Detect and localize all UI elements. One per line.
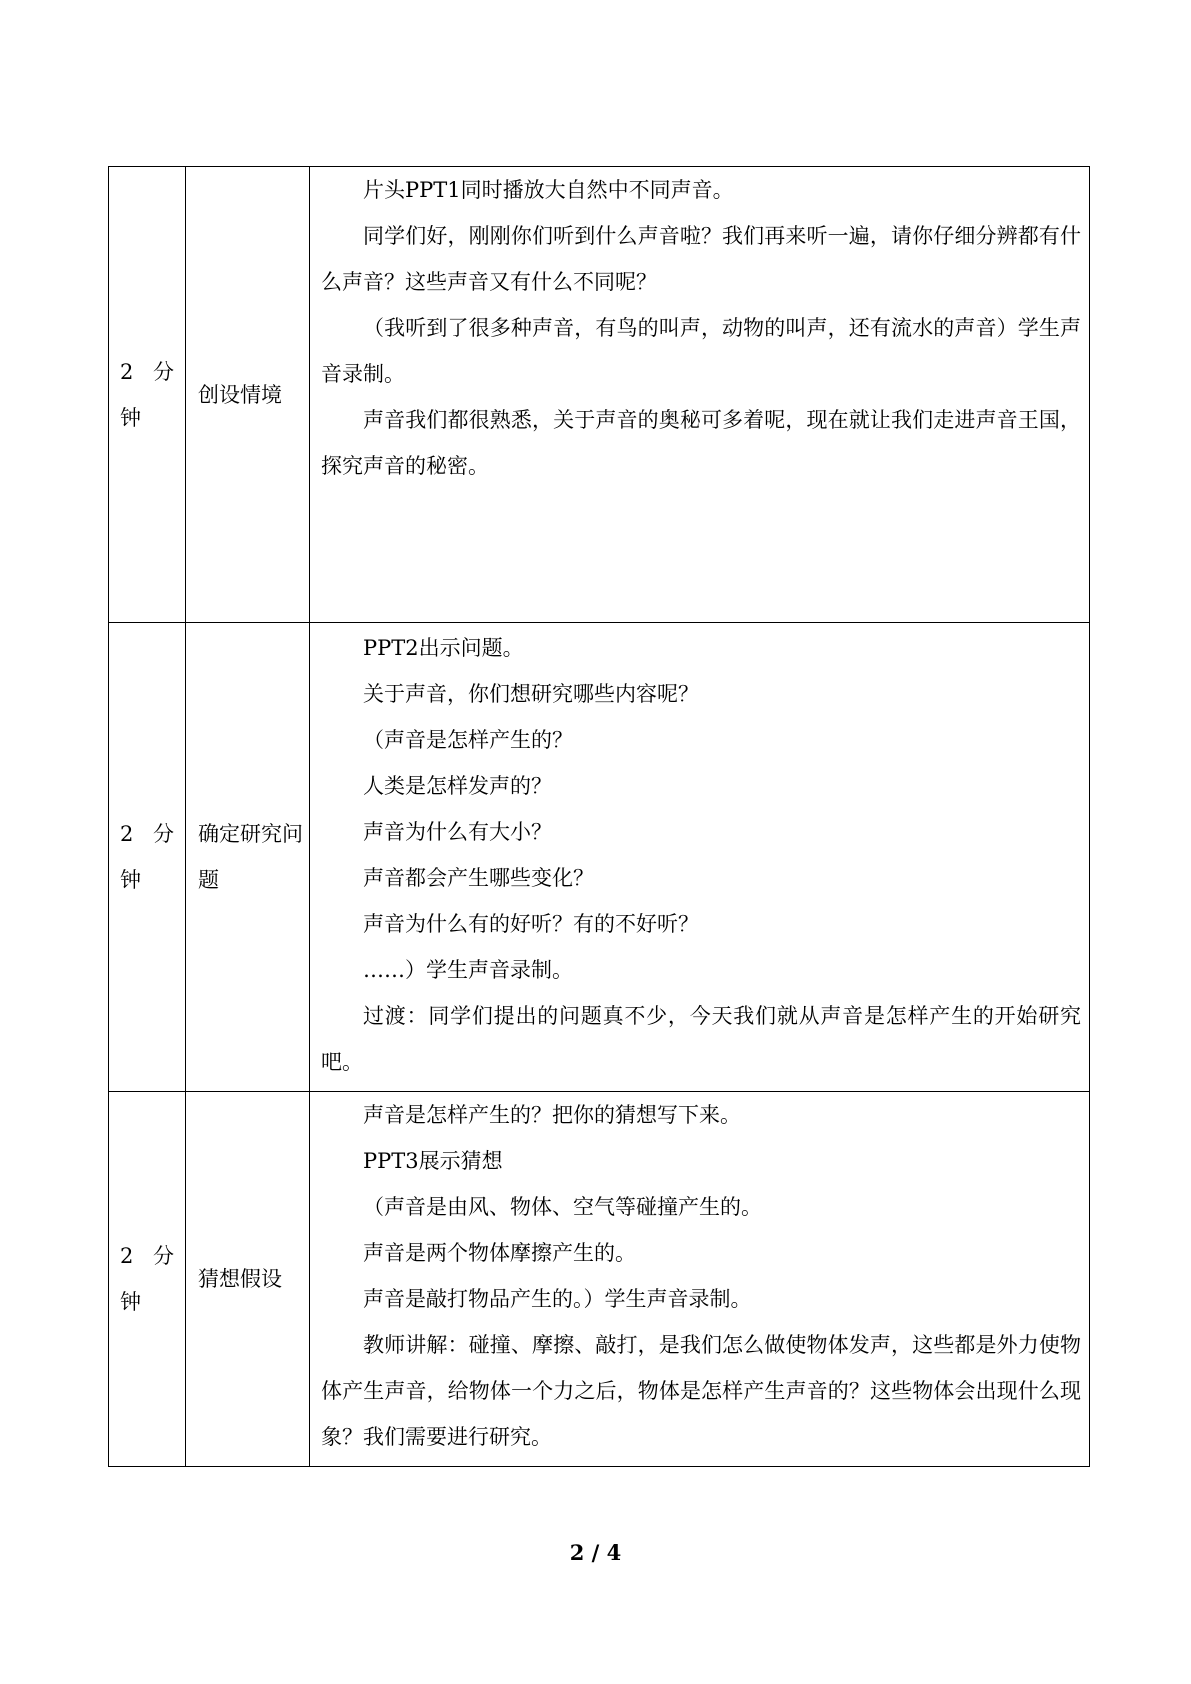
lesson-plan-table (108, 166, 1090, 1467)
content-paragraph: 声音为什么有大小？ (363, 820, 552, 844)
time-number: 2 (120, 359, 134, 384)
page-number: 2 / 4 (569, 1540, 622, 1565)
time-unit-part2: 钟 (120, 868, 141, 892)
time-duration (109, 349, 174, 395)
time-unit-part1: 分 (153, 822, 174, 846)
content-cell (310, 1092, 1090, 1467)
table-row (109, 167, 1090, 623)
stage-label: 确定研究问题 (198, 822, 303, 892)
content-paragraph: ……）学生声音录制。 (363, 958, 573, 982)
time-duration (109, 1233, 174, 1279)
content-paragraph: （声音是由风、物体、空气等碰撞产生的。 (363, 1195, 762, 1219)
content-paragraph: 同学们好，刚刚你们听到什么声音啦？我们再来听一遍，请你仔细分辨都有什么声音？这些声音又有什么不同呢？ (321, 224, 1081, 294)
stage-cell (186, 167, 310, 623)
content-paragraph: PPT2出示问题。 (363, 636, 524, 660)
time-number: 2 (120, 1244, 134, 1268)
content-paragraph: 声音为什么有的好听？有的不好听？ (363, 912, 699, 936)
content-paragraph: 声音我们都很熟悉，关于声音的奥秘可多着呢，现在就让我们走进声音王国，探究声音的秘密。 (321, 408, 1081, 478)
content-paragraph: （声音是怎样产生的？ (363, 728, 573, 752)
time-unit-part2: 钟 (120, 1290, 141, 1314)
content-cell (310, 167, 1090, 623)
stage-label: 猜想假设 (198, 1267, 282, 1291)
stage-label: 创设情境 (198, 382, 282, 407)
time-unit-part2: 钟 (120, 405, 141, 430)
time-cell (109, 623, 186, 1092)
content-cell (310, 623, 1090, 1092)
content-paragraph: PPT3展示猜想 (363, 1149, 503, 1173)
content-paragraph: 教师讲解：碰撞、摩擦、敲打，是我们怎么做使物体发声，这些都是外力使物体产生声音，给物体一个力之后，物体是怎样产生声音的？这些物体会出现什么现象？我们需要进行研究。 (321, 1333, 1081, 1449)
content-paragraph: 人类是怎样发声的？ (363, 774, 552, 798)
table-row (109, 623, 1090, 1092)
stage-cell (186, 1092, 310, 1467)
time-unit-part1: 分 (153, 1244, 174, 1268)
content-paragraph: 关于声音，你们想研究哪些内容呢？ (363, 682, 699, 706)
time-cell (109, 167, 186, 623)
content-paragraph: 声音是两个物体摩擦产生的。 (363, 1241, 636, 1265)
content-paragraph: 片头PPT1同时播放大自然中不同声音。 (363, 178, 734, 202)
time-duration (109, 811, 174, 857)
table-row (109, 1092, 1090, 1467)
time-number: 2 (120, 822, 134, 846)
time-unit-part1: 分 (153, 359, 174, 384)
time-cell (109, 1092, 186, 1467)
content-paragraph: （我听到了很多种声音，有鸟的叫声，动物的叫声，还有流水的声音）学生声音录制。 (321, 316, 1081, 386)
content-paragraph: 声音都会产生哪些变化？ (363, 866, 594, 890)
content-paragraph: 声音是怎样产生的？把你的猜想写下来。 (363, 1103, 741, 1127)
content-paragraph: 过渡：同学们提出的问题真不少，今天我们就从声音是怎样产生的开始研究吧。 (321, 1004, 1081, 1074)
stage-cell (186, 623, 310, 1092)
content-paragraph: 声音是敲打物品产生的。）学生声音录制。 (363, 1287, 752, 1311)
